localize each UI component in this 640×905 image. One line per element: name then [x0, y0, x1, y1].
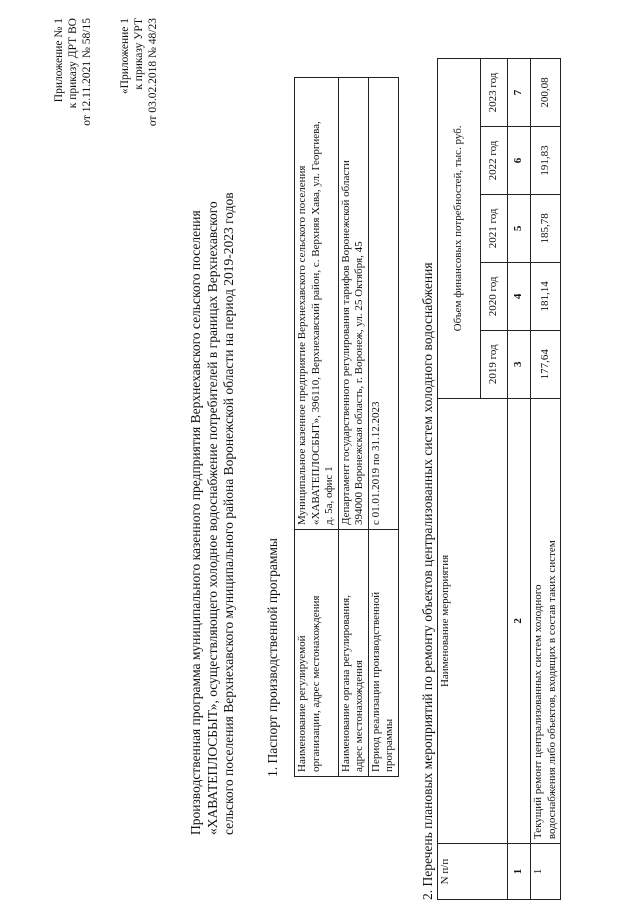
header-year: 2021 год: [481, 194, 508, 262]
passport-value-line: Муниципальное казенное предприятие Верхнехавского сельского поселения: [296, 165, 308, 525]
header-year: 2023 год: [481, 59, 508, 127]
index-cell: 4: [508, 262, 531, 330]
index-cell: 1: [508, 844, 531, 900]
appendix-1-header: [52, 18, 94, 126]
index-cell: 7: [508, 59, 531, 127]
title-line-3: сельского поселения Верхнехавского муниципального района Воронежской области на период 2019-2023 годов: [221, 192, 236, 835]
appendix-1-line-1: Приложение № 1: [53, 18, 65, 103]
section-2-heading: 2. Перечень плановых мероприятий по ремонту объектов централизованных систем холодного водоснабжения: [420, 262, 435, 900]
row-value: 181,14: [531, 262, 561, 330]
table-row: [338, 78, 368, 777]
appendix-1-line-2: к приказу ДРТ ВО: [67, 18, 79, 109]
passport-key-line: Период реализации производственной: [369, 591, 382, 772]
passport-key-cell: [338, 530, 368, 777]
header-year: 2020 год: [481, 262, 508, 330]
header-num: N п/п: [438, 844, 508, 900]
title-line-1: Производственная программа муниципального казенного предприятия Верхнехавского сельского поселения: [188, 210, 203, 835]
table-index-row: [508, 59, 531, 900]
passport-value-line: «ХАВАТЕПЛОСБЫТ», 396110, Верхнехавский район, с. Верхняя Хава, ул. Георгиева,: [309, 121, 322, 525]
row-num: 1: [531, 844, 561, 900]
passport-key-line: организации, адрес местонахождения: [309, 595, 322, 772]
document-title: [188, 95, 238, 835]
passport-key-line: программы: [383, 718, 395, 772]
appendix-2-line-3: от 03.02.2018 № 48/23: [147, 18, 159, 127]
header-volume: Объем финансовых потребностей, тыс. руб.: [438, 59, 481, 399]
row-name: [531, 398, 561, 843]
table-row: [368, 78, 398, 777]
index-cell: 6: [508, 127, 531, 195]
passport-key-line: Наименование регулируемой: [296, 635, 308, 772]
row-value: 191,83: [531, 127, 561, 195]
table-row: [295, 78, 339, 777]
passport-key-cell: [295, 530, 339, 777]
title-line-2: «ХАВАТЕПЛОСБЫТ», осуществляющего холодное водоснабжение потребителей в границах Верхнехавского: [204, 201, 220, 835]
row-name-line: водоснабжения либо объектов, входящих в состав таких систем: [545, 540, 558, 840]
appendix-1-line-3: от 12.11.2021 № 58/15: [81, 18, 93, 126]
appendix-2-header: [118, 18, 160, 126]
passport-key-cell: [368, 530, 398, 777]
header-name: Наименование мероприятия: [438, 398, 508, 843]
appendix-2-line-1: «Приложение 1: [119, 18, 131, 95]
header-year: 2022 год: [481, 127, 508, 195]
row-name-line: Текущий ремонт централизованных систем холодного: [532, 584, 544, 840]
index-cell: 5: [508, 194, 531, 262]
passport-value-cell: [338, 78, 368, 530]
passport-value-line: д. 5а, офис 1: [323, 466, 335, 525]
passport-key-line: Наименование органа регулирования,: [339, 595, 352, 772]
index-cell: 2: [508, 398, 531, 843]
appendix-2-line-2: к приказу УРТ: [133, 18, 145, 90]
row-value: 200,08: [531, 59, 561, 127]
passport-value-line: 394000 Воронежская область, г. Воронеж, ул. 25 Октября, 45: [353, 241, 365, 525]
header-year: 2019 год: [481, 330, 508, 398]
row-value: 185,78: [531, 194, 561, 262]
passport-value-line: Департамент государственного регулирования тарифов Воронежской области: [339, 160, 352, 525]
index-cell: 3: [508, 330, 531, 398]
passport-key-line: адрес местонахождения: [353, 660, 365, 772]
row-value: 177,64: [531, 330, 561, 398]
table-row: [531, 59, 561, 900]
passport-table: [294, 77, 399, 777]
passport-value-cell: [295, 78, 339, 530]
passport-value-cell: с 01.01.2019 по 31.12.2023: [368, 78, 398, 530]
table-header-row: [438, 59, 481, 900]
section-1-heading: 1. Паспорт производственной программы: [265, 538, 280, 777]
measures-table: [437, 58, 561, 900]
